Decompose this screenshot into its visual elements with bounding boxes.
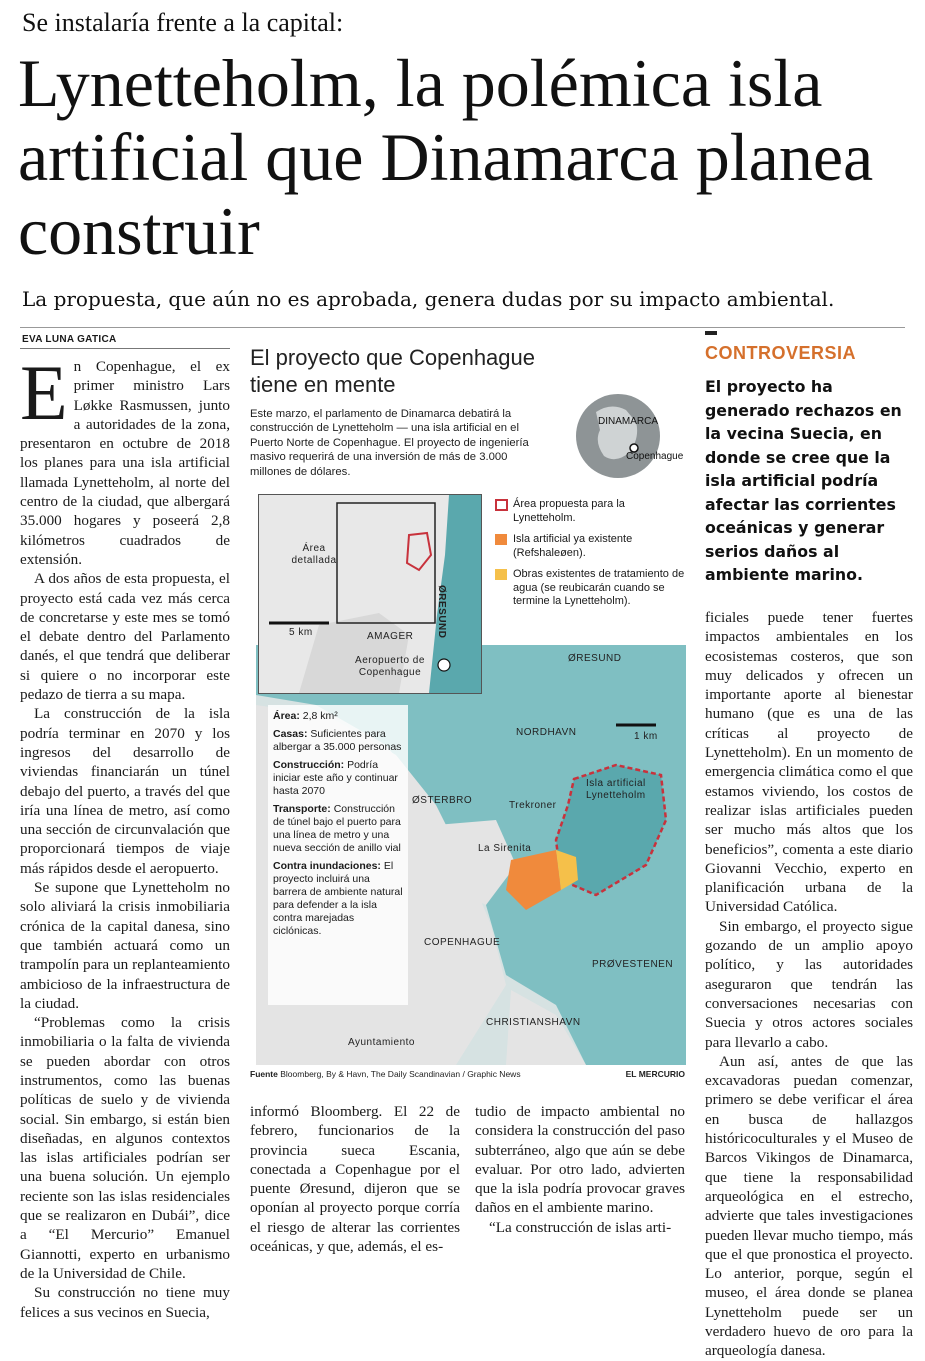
map-label-oresund: ØRESUND bbox=[568, 653, 622, 664]
top-rule bbox=[20, 327, 905, 328]
inset-label-scale: 5 km bbox=[289, 627, 313, 638]
column-2-text: informó Bloomberg. El 22 de febrero, funcionarios de la provincia sueca Escania, conectada a Copenhague por el puente Øresund, dijeron que se oponían al proyecto porque corría el riesgo de alterar las corrientes oceánicas, y que, además, el es- bbox=[250, 1103, 460, 1256]
dropcap: E bbox=[20, 349, 68, 436]
legend-swatch-proposed bbox=[495, 499, 508, 511]
fact-houses-text: Suficientes para albergar a 35.000 personas bbox=[273, 728, 402, 753]
map-label-ayuntamiento: Ayuntamiento bbox=[348, 1037, 415, 1048]
fact-flooding-label: Contra inundaciones: bbox=[273, 860, 381, 872]
legend-label-water-works: Obras existentes de tratamiento de agua (se reubicarán cuando se termine la Lynetteholm). bbox=[513, 568, 685, 607]
paragraph-4: Se supone que Lynetteholm no solo aliviará la crisis inmobiliaria crónica de la capital danesa, sino que también actuará como un trampolín para un replanteamiento ambicioso de la infraestructura de la ciudad. bbox=[20, 879, 230, 1012]
sidebar-title: CONTROVERSIA bbox=[705, 343, 857, 363]
fact-area bbox=[273, 710, 403, 723]
inset-label-amager: AMAGER bbox=[367, 631, 414, 642]
map-label-nordhavn: NORDHAVN bbox=[516, 727, 577, 738]
legend-item-proposed bbox=[495, 498, 690, 525]
fact-area-label: Área: bbox=[273, 710, 300, 722]
paragraph-2: A dos años de esta propuesta, el proyecto está cada vez más cerca de concretarse y este mes se tomó el debate dentro del Parlamento danés, el que tendrá que deliberar si quiere o no incorporar este pedazo de tierra a su mapa. bbox=[20, 570, 230, 704]
map-label-osterbro: ØSTERBRO bbox=[412, 795, 473, 806]
legend-label-existing: Isla artificial ya existente (Refshaleøen). bbox=[513, 533, 633, 559]
map-label-trekroner: Trekroner bbox=[509, 800, 557, 811]
fact-houses bbox=[273, 728, 403, 754]
column-3-text: tudio de impacto ambiental no considera la construcción del paso subterráneo, algo que aún se debe evaluar. Por otro lado, advierten que la isla podría provocar graves daños en el ambiente marino. bbox=[475, 1103, 685, 1217]
article-column-4 bbox=[705, 608, 913, 1361]
map-label-scale: 1 km bbox=[634, 731, 658, 742]
sidebar-text: El proyecto ha generado rechazos en la vecina Suecia, en donde se cree que la isla artificial podría afectar las corrientes oceánicas y generar serios daños al ambiente marino. bbox=[705, 377, 902, 584]
paragraph-1 bbox=[20, 349, 230, 569]
globe-country-label: DINAMARCA bbox=[598, 416, 659, 427]
map-label-christianshavn: CHRISTIANSHAVN bbox=[486, 1017, 581, 1028]
fact-area-text: 2,8 km² bbox=[302, 710, 338, 722]
inset-map bbox=[258, 494, 482, 694]
infographic-title: El proyecto que Copenhague tiene en mente bbox=[250, 345, 535, 397]
article-column-1 bbox=[20, 349, 230, 1321]
fact-transport-text: Construcción de túnel bajo el puerto para una línea de metro y una nueva sección de anillo vial bbox=[273, 803, 401, 854]
fact-flooding bbox=[273, 860, 403, 938]
sidebar-mark bbox=[705, 331, 717, 335]
article-column-3 bbox=[475, 1102, 685, 1237]
paragraph-5: “Problemas como la crisis inmobiliaria o la falta de vivienda se pueden abordar con otros instrumentos, como las buenas políticas de suelo y de vivienda social. Sin embargo, si están bien diseñadas, en algunos contextos las islas artificiales podrían ser una buena solución. Un ejemplo reciente son las islas residenciales que se realizaron en Dubái”, dice a “El Mercurio” Emanuel Giannotti, experto en urbanismo de la Universidad de Chile. bbox=[20, 1014, 230, 1282]
map-legend bbox=[495, 498, 690, 617]
fact-transport bbox=[273, 803, 403, 855]
column-3-text-2: “La construcción de islas arti- bbox=[489, 1218, 672, 1236]
column-4-paragraph-1: ficiales puede tener fuertes impactos ambientales en los ecosistemas costeros, que son muy delicados y ofrecen un importante aporte al bienestar humano (que es una de las críticas al proyecto de Lynetteholm). En un momento de emergencia climática como el que estamos viviendo, los costos de realizar islas artificiales pueden ser mucho más altos que los beneficios”, comenta a este diario Giovanni Vecchio, experto en planificación urbana de la Universidad Católica. bbox=[705, 609, 913, 916]
legend-swatch-water-works bbox=[495, 569, 507, 580]
source-text: Bloomberg, By & Havn, The Daily Scandinavian / Graphic News bbox=[280, 1069, 521, 1079]
infographic-intro: Este marzo, el parlamento de Dinamarca debatirá la construcción de Lynetteholm — una isla artificial en el Puerto Norte de Copenhague. El proyecto de ingeniería masivo requerirá de una inversión de más de 3.000 millones de dólares. bbox=[250, 408, 529, 478]
byline: EVA LUNA GATICA bbox=[22, 334, 117, 345]
map-label-copenhague: COPENHAGUE bbox=[424, 937, 501, 948]
map-label-sirenita: La Sirenita bbox=[478, 843, 532, 854]
dek: La propuesta, que aún no es aprobada, genera dudas por su impacto ambiental. bbox=[22, 287, 835, 311]
paragraph-1-text: n Copenhague, el ex primer ministro Lars Løkke Rasmussen, junto a autoridades de la zona, presentaron en octubre de 2018 los planes para una isla artificial llamada Lynetteholm, al norte del centro de la ciudad, que albergará 35.000 hogares y poseerá 2,8 kilómetros cuadrados de extensión. bbox=[20, 358, 230, 568]
inset-label-area: Área detallada bbox=[291, 543, 337, 566]
fact-box bbox=[268, 705, 408, 1005]
column-4-paragraph-3: Aun así, antes de que las excavadoras puedan comenzar, primero se debe verificar el área en busca de hallazgos históricoculturales y el Museo de Barcos Vikingos de Dinamarca, que tiene la responsabilidad arqueológica en el estrecho, advierte que tales investigaciones pueden llevar mucho tiempo, más que el que pronostica el proyecto. Lo anterior, porque, según el museo, el área donde se planea Lynetteholm puede ser un verdadero huevo de oro para la arqueología danesa. bbox=[705, 1052, 913, 1360]
fact-construction-text: Podría iniciar este año y continuar hasta 2070 bbox=[273, 759, 398, 797]
legend-label-proposed: Área propuesta para la Lynetteholm. bbox=[513, 498, 625, 524]
inset-label-oresund: ØRESUND bbox=[436, 585, 447, 639]
column-4-paragraph-2: Sin embargo, el proyecto sigue gozando de un amplio apoyo político, y las autoridades aseguraron que tendrán las conversaciones necesarias con Suecia y otros actores sociales para llevarlo a cabo. bbox=[705, 917, 913, 1051]
paragraph-6: Su construcción no tiene muy felices a sus vecinos en Suecia, bbox=[20, 1284, 230, 1321]
map-label-island: Isla artificial Lynetteholm bbox=[586, 778, 646, 801]
infographic-source bbox=[250, 1069, 685, 1079]
paragraph-3: La construcción de la isla podría terminar en 2070 y los ingresos del desarrollo de viviendas financiarán un túnel debajo del puerto, a través del que iría una línea de metro, así como una sección de circunvalación que proporcionará tiempos de viaje más rápidos desde el aeropuerto. bbox=[20, 705, 230, 877]
legend-swatch-existing bbox=[495, 534, 507, 545]
legend-item-existing-island bbox=[495, 533, 690, 560]
fact-construction bbox=[273, 759, 403, 798]
fact-construction-label: Construcción: bbox=[273, 759, 345, 771]
fact-houses-label: Casas: bbox=[273, 728, 308, 740]
article-column-2 bbox=[250, 1102, 460, 1256]
fact-flooding-text: El proyecto incluirá una barrera de ambiente natural para defender a la isla contra marejadas ciclónicas. bbox=[273, 860, 403, 937]
kicker: Se instalaría frente a la capital: bbox=[22, 8, 344, 37]
headline: Lynetteholm, la polémica isla artificial que Dinamarca planea construir bbox=[18, 45, 874, 269]
source-credit: EL MERCURIO bbox=[625, 1069, 685, 1079]
globe-locator bbox=[566, 392, 686, 482]
fact-transport-label: Transporte: bbox=[273, 803, 331, 815]
source-label: Fuente bbox=[250, 1069, 278, 1079]
legend-item-water-works bbox=[495, 568, 690, 609]
inset-label-airport: Aeropuerto de Copenhague bbox=[355, 655, 425, 678]
map-label-provestenen: PRØVESTENEN bbox=[592, 959, 674, 970]
globe-city-label: Copenhague bbox=[626, 451, 684, 462]
